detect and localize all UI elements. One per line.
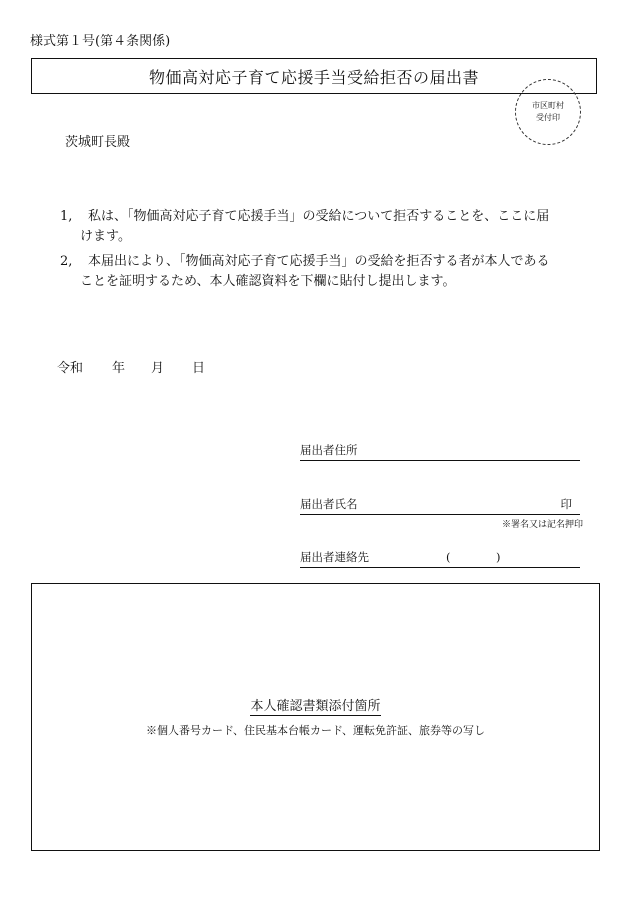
item-number: 2,	[60, 254, 73, 269]
id-section-note: ※個人番号カード、住民基本台帳カード、運転免許証、旅券等の写し	[145, 724, 486, 737]
address-label: 届出者住所	[300, 443, 358, 457]
date-day: 日	[192, 361, 206, 376]
signature-note: ※署名又は記名押印	[502, 520, 584, 530]
date-row	[57, 357, 205, 376]
title-box	[31, 58, 597, 94]
address-field[interactable]	[300, 442, 580, 461]
stamp-label-line2: 受付印	[536, 113, 560, 122]
item-text-line2: ことを証明するため、本人確認資料を下欄に貼付し提出します。	[80, 274, 456, 289]
item-text-line1: 私は、「物価高対応子育て応援手当」の受給について拒否することを、ここに届	[88, 209, 550, 224]
seal-mark: 印	[560, 497, 572, 511]
id-section-title: 本人確認書類添付箇所	[250, 699, 381, 714]
reception-stamp-area	[515, 79, 581, 145]
document-title: 物価高対応子育て応援手当受給拒否の届出書	[148, 67, 479, 87]
name-label: 届出者氏名	[300, 497, 358, 511]
id-document-attachment-box	[31, 583, 600, 851]
item-text-line2: けます。	[80, 229, 131, 244]
contact-paren-open: (	[446, 550, 451, 564]
name-field[interactable]	[300, 496, 580, 515]
contact-field[interactable]	[300, 549, 580, 568]
contact-paren-close: )	[496, 550, 501, 564]
addressee: 茨城町長殿	[65, 135, 131, 150]
form-number: 様式第１号(第４条関係)	[30, 34, 171, 49]
item-text-line1: 本届出により、「物価高対応子育て応援手当」の受給を拒否する者が本人である	[88, 254, 550, 269]
item-number: 1,	[60, 209, 73, 224]
contact-label: 届出者連絡先	[300, 550, 369, 564]
date-month: 月	[151, 361, 165, 376]
date-era: 令和	[57, 361, 84, 376]
id-section-title-row	[32, 695, 599, 714]
date-year: 年	[112, 361, 126, 376]
stamp-label-line1: 市区町村	[532, 101, 564, 110]
